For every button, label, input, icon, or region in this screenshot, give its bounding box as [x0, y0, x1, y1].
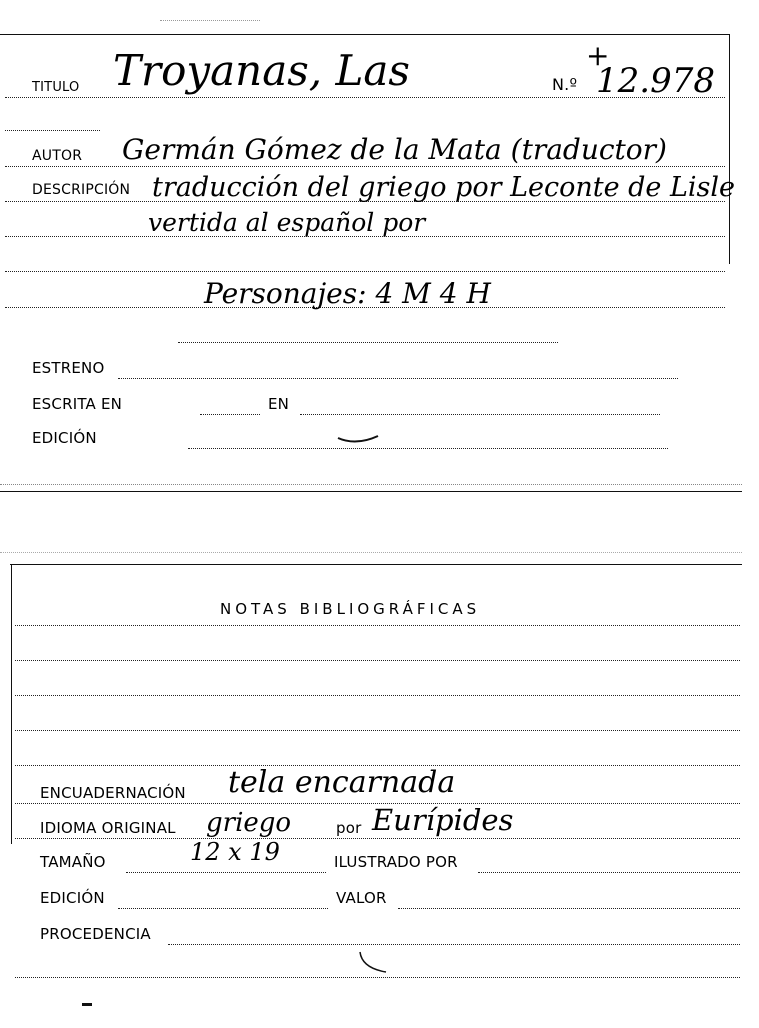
idioma-label: IDIOMA ORIGINAL: [40, 819, 176, 837]
top-card-bottom-border: [0, 491, 742, 492]
escrita-en-line: [200, 414, 260, 415]
titulo-value: Troyanas, Las: [113, 46, 410, 95]
bottom-card-scan-noise: [0, 552, 742, 553]
notas-line-1: [15, 625, 740, 626]
blank-line-4: [178, 342, 558, 343]
valor-label: VALOR: [336, 889, 387, 907]
blank-line-1: [5, 130, 100, 131]
idioma-line: [15, 838, 740, 839]
valor-line: [398, 908, 740, 909]
titulo-label: TITULO: [32, 80, 80, 95]
dagger-mark: +: [586, 39, 610, 72]
tamano-line: [126, 872, 326, 873]
notas-line-4: [15, 730, 740, 731]
tamano-value: 12 x 19: [190, 838, 280, 866]
en-line: [300, 414, 660, 415]
number-value: 12.978: [596, 61, 715, 101]
descripcion-label: DESCRIPCIÓN: [32, 182, 131, 198]
encuadernacion-label: ENCUADERNACIÓN: [40, 784, 186, 802]
ink-stroke: [336, 432, 380, 446]
personajes-value: Personajes: 4 M 4 H: [204, 277, 491, 310]
por-value: Eurípides: [372, 803, 514, 837]
edicion-line: [188, 448, 668, 449]
autor-value: Germán Gómez de la Mata (traductor): [122, 133, 667, 166]
por-label: por: [336, 819, 362, 837]
encuadernacion-value: tela encarnada: [228, 765, 456, 800]
edicion-label: EDICIÓN: [32, 429, 97, 447]
procedencia-label: PROCEDENCIA: [40, 925, 151, 943]
number-label: N.º: [552, 75, 578, 94]
idioma-value: griego: [206, 808, 292, 838]
notas-line-2: [15, 660, 740, 661]
bottom-blank-line: [15, 977, 740, 978]
descripcion-value-line1: traducción del griego por Leconte de Lisle: [152, 172, 736, 203]
autor-label: AUTOR: [32, 148, 83, 164]
bottom-card-left-border: [11, 564, 12, 844]
top-card-right-border: [729, 34, 730, 264]
top-card-top-border: [0, 34, 730, 35]
bottom-card-top-border: [10, 564, 742, 565]
stray-mark: [82, 1003, 92, 1006]
escrita-en-label: ESCRITA EN: [32, 395, 123, 413]
bottom-edge-noise: [0, 484, 742, 485]
en-label: EN: [268, 395, 290, 413]
blank-line-2: [5, 271, 725, 272]
ink-mark: [356, 950, 396, 976]
ilustrado-label: ILUSTRADO POR: [334, 853, 458, 871]
notas-heading: NOTAS BIBLIOGRÁFICAS: [220, 600, 481, 618]
autor-line: [5, 166, 725, 167]
edicion-bottom-line: [118, 908, 328, 909]
tamano-label: TAMAÑO: [40, 853, 106, 871]
top-scan-noise: [160, 20, 260, 21]
edicion-bottom-label: EDICIÓN: [40, 889, 105, 907]
procedencia-line: [168, 944, 740, 945]
notas-line-3: [15, 695, 740, 696]
estreno-line: [118, 378, 678, 379]
descripcion-value-line2: vertida al español por: [148, 208, 426, 237]
estreno-label: ESTRENO: [32, 359, 105, 377]
ilustrado-line: [478, 872, 740, 873]
